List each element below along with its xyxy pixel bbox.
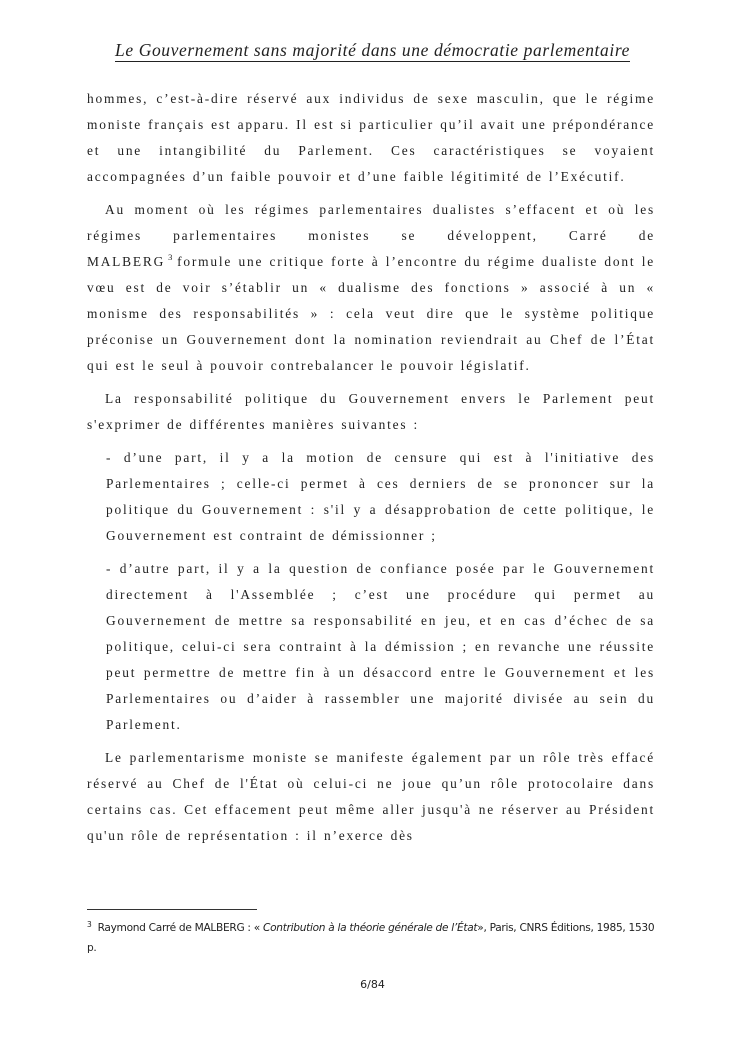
footnote-divider	[87, 909, 257, 910]
paragraph-text: formule une critique forte à l’encontre du régime dualiste dont le vœu est de voir s’établir un « dualisme des fonctions » associé à un « monisme des responsabilités » : cela veut dire que le système politique préconise un Gouvernement dont la nomination reviendrait au Chef de l’État qui est le seul à pouvoir contrebalancer le pouvoir législatif.	[87, 254, 655, 373]
paragraph: hommes, c’est-à-dire réservé aux individus de sexe masculin, que le régime moniste français est apparu. Il est si particulier qu’il avait une prépondérance et une intangibilité du Parlement. Ces caractéristiques se voyaient accompagnées d’un faible pouvoir et d’une faible légitimité de l’Exécutif.	[87, 91, 655, 184]
paragraph-text: Au moment où les régimes parlementaires dualistes s’effacent et où les régimes parlementaires monistes se développent, Carré de MALBERG	[87, 202, 655, 269]
list-item: - d’autre part, il y a la question de confiance posée par le Gouvernement directement à l'Assemblée ; c’est une procédure qui permet au Gouvernement de mettre sa responsabilité en jeu, et en cas d’échec de sa politique, celui-ci sera contraint à la démission ; en revanche une réussite peut permettre de mettre fin à un désaccord entre le Gouvernement et les Parlementaires ou d’aider à rassembler une majorité divisée au sein du Parlement.	[106, 561, 655, 732]
footnote	[87, 915, 657, 958]
running-header	[0, 40, 745, 61]
footnote-rest: », Paris, CNRS Éditions, 1985, 1530 p.	[87, 922, 655, 954]
footnote-title: Contribution à la théorie générale de l’État	[263, 922, 478, 934]
header-title: Le Gouvernement sans majorité dans une démocratie parlementaire	[115, 40, 630, 60]
paragraph	[87, 197, 655, 379]
list-item: - d’une part, il y a la motion de censure qui est à l'initiative des Parlementaires ; celle-ci permet à ces derniers de se prononcer sur la politique du Gouvernement : s'il y a désapprobation de cette politique, le Gouvernement est contraint de démissionner ;	[106, 450, 655, 543]
body-text	[87, 86, 655, 856]
footnote-author: Raymond Carré de MALBERG : «	[97, 922, 260, 934]
paragraph: Le parlementarisme moniste se manifeste également par un rôle très effacé réservé au Chef de l'État où celui-ci ne joue qu’un rôle protocolaire dans certains cas. Cet effacement peut même aller jusqu'à ne réserver au Président qu'un rôle de représentation : il n’exerce dès	[87, 750, 655, 843]
paragraph: La responsabilité politique du Gouvernement envers le Parlement peut s'exprimer de différentes manières suivantes :	[87, 391, 655, 432]
footnote-number: 3	[87, 920, 92, 929]
footnote-reference[interactable]: 3	[168, 252, 175, 262]
page-number: 6/84	[360, 978, 385, 991]
